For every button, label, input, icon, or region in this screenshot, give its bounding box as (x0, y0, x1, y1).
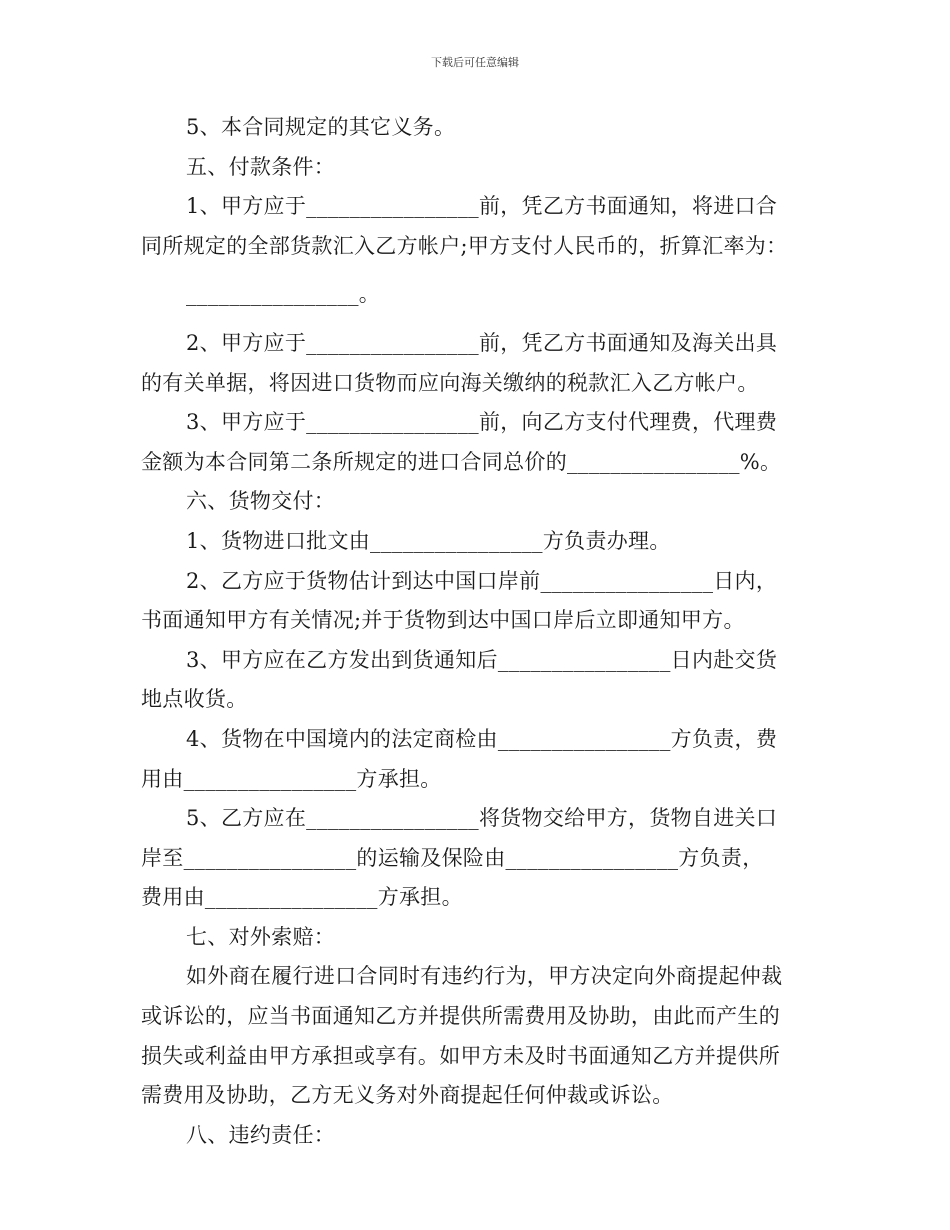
clause-line: 损失或利益由甲方承担或享有。如甲方未及时书面通知乙方并提供所 (141, 1043, 780, 1068)
clause-line: 3、甲方应于________________前，向乙方支付代理费，代理费 (186, 410, 778, 435)
clause-line: 费用由________________方承担。 (141, 885, 463, 910)
section-heading: 七、对外索赔： (186, 924, 336, 949)
section-heading: 五、付款条件： (186, 154, 336, 179)
clause-line: 4、货物在中国境内的法定商检由________________方负责，费 (186, 726, 778, 751)
clause-line: 需费用及协助，乙方无义务对外商提起任何仲裁或诉讼。 (141, 1083, 674, 1108)
section-heading: 八、违约责任： (186, 1122, 336, 1147)
clause-line: 1、货物进口批文由________________方负责办理。 (186, 528, 671, 553)
clause-line: 或诉讼的，应当书面通知乙方并提供所需费用及协助，由此而产生的 (141, 1004, 780, 1029)
clause-line: 如外商在履行进口合同时有违约行为，甲方决定向外商提起仲裁 (186, 964, 783, 989)
clause-line: 岸至________________的运输及保险由________________方负责， (141, 845, 764, 870)
clause-line: 的有关单据，将因进口货物而应向海关缴纳的税款汇入乙方帐户。 (141, 370, 759, 395)
clause-line: 3、甲方应在乙方发出到货通知后________________日内赴交货 (186, 647, 778, 672)
clause-line: 1、甲方应于________________前，凭乙方书面通知，将进口合 (186, 194, 778, 219)
clause-line: 同所规定的全部货款汇入乙方帐户;甲方支付人民币的，折算汇率为： (141, 233, 788, 258)
clause-line: 金额为本合同第二条所规定的进口合同总价的________________%。 (141, 449, 782, 474)
page-header-note: 下载后可任意编辑 (431, 56, 519, 69)
clause-line: 2、乙方应于货物估计到达中国口岸前________________日内， (186, 568, 778, 593)
contract-body (141, 108, 797, 1155)
clause-line: 2、甲方应于________________前，凭乙方书面通知及海关出具 (186, 330, 778, 355)
clause-line: 书面通知甲方有关情况;并于货物到达中国口岸后立即通知甲方。 (141, 608, 745, 633)
clause-line: ________________。 (186, 282, 381, 307)
section-heading: 六、货物交付： (186, 489, 336, 514)
clause-line: 用由________________方承担。 (141, 766, 442, 791)
clause-line: 地点收货。 (141, 687, 248, 712)
clause-line: 5、乙方应在________________将货物交给甲方，货物自进关口 (186, 806, 778, 831)
clause-line: 5、本合同规定的其它义务。 (186, 115, 456, 139)
